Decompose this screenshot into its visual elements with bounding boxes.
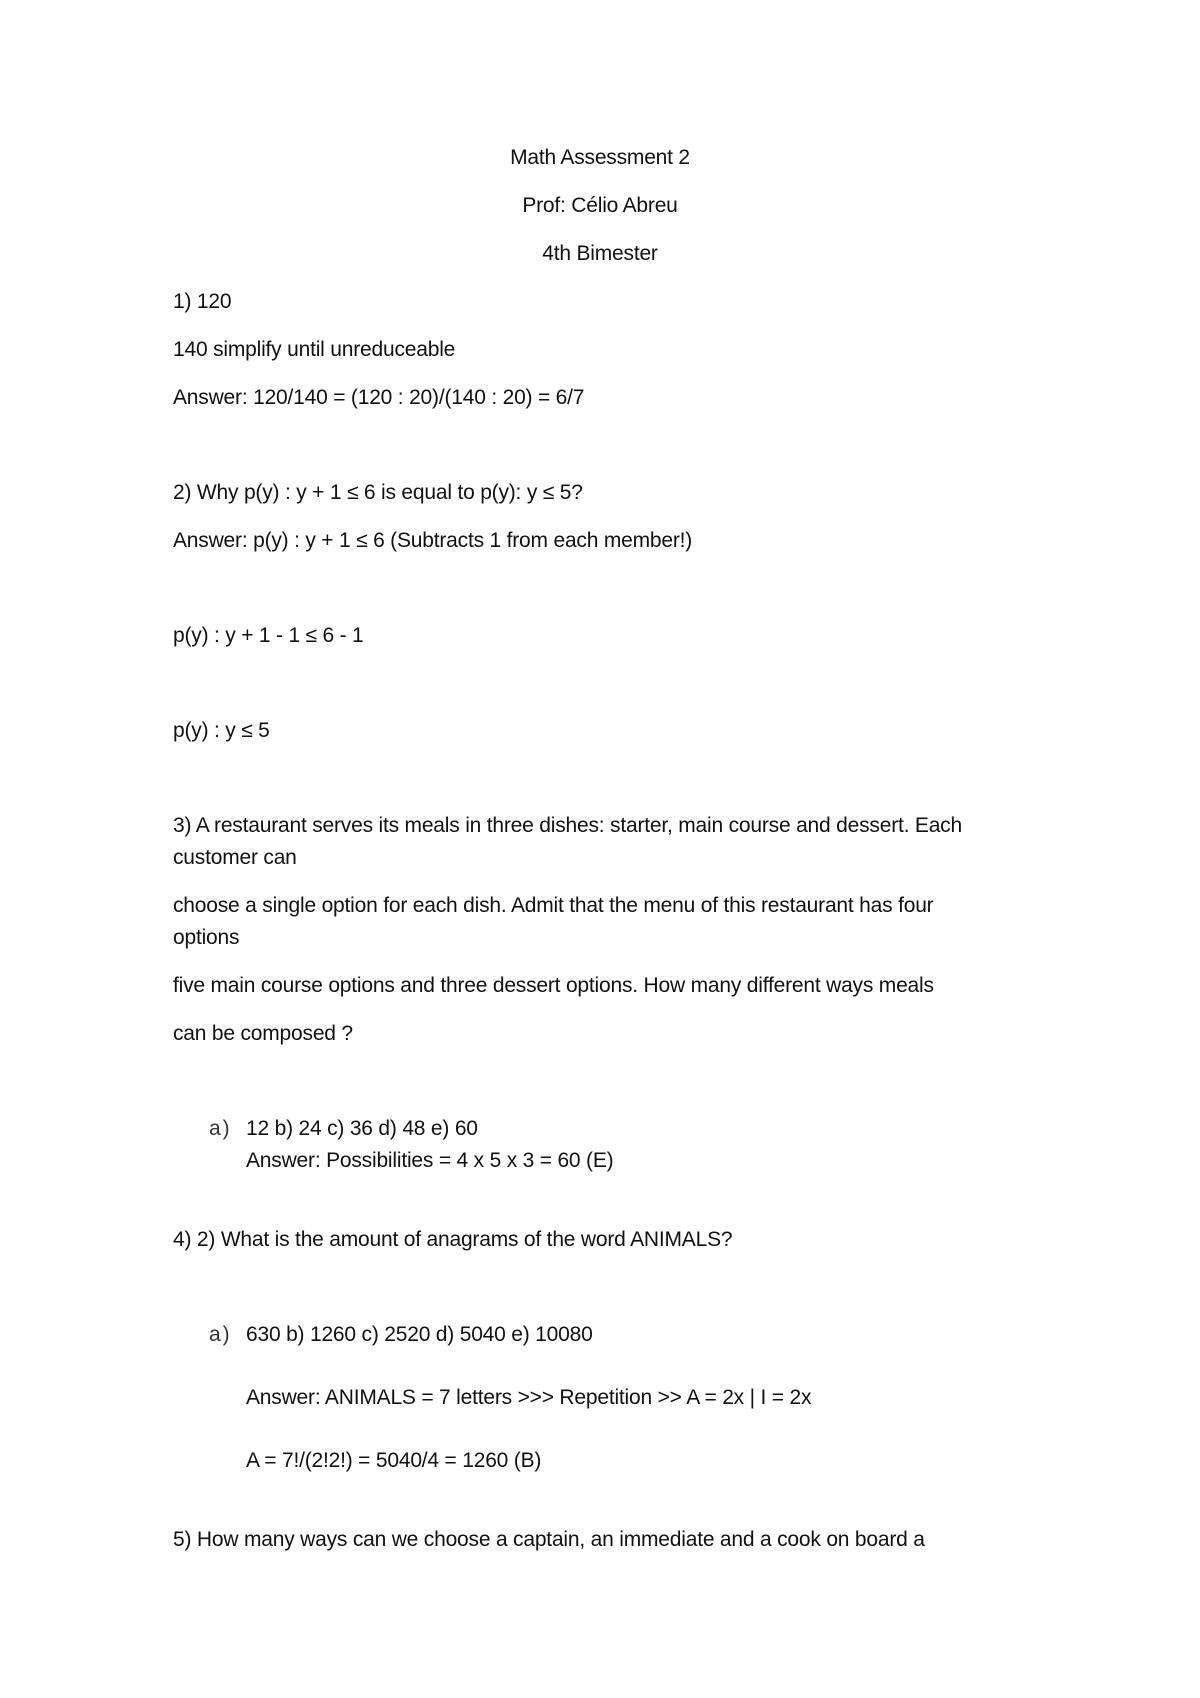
q3-answer: Answer: Possibilities = 4 x 5 x 3 = 60 (E) [246, 1149, 614, 1172]
q4-formula: A = 7!/(2!2!) = 5040/4 = 1260 (B) [246, 1449, 542, 1472]
q3-options: 12 b) 24 c) 36 d) 48 e) 60 [246, 1117, 478, 1140]
q5-question: 5) How many ways can we choose a captain, an immediate and a cook on board a [173, 1528, 925, 1551]
q3-line-1: 3) A restaurant serves its meals in three dishes: starter, main course and dessert. Each [173, 814, 962, 837]
q3-line-3: choose a single option for each dish. Admit that the menu of this restaurant has four [173, 894, 934, 917]
q3-line-5: five main course options and three dessert options. How many different ways meals [173, 974, 934, 997]
q2-step-1: p(y) : y + 1 - 1 ≤ 6 - 1 [173, 624, 364, 647]
q4-question: 4) 2) What is the amount of anagrams of the word ANIMALS? [173, 1228, 733, 1251]
document-title: Math Assessment 2 [510, 146, 690, 169]
professor-name: Prof: Célio Abreu [522, 194, 678, 217]
q3-line-6: can be composed ? [173, 1022, 353, 1045]
q4-list-marker: a) [209, 1323, 232, 1346]
q3-list-marker: a) [209, 1117, 232, 1140]
q1-line-1: 1) 120 [173, 290, 232, 313]
q2-step-2: p(y) : y ≤ 5 [173, 719, 270, 742]
term-label: 4th Bimester [542, 242, 658, 265]
q3-line-2: customer can [173, 846, 297, 869]
q1-line-2: 140 simplify until unreduceable [173, 338, 456, 361]
q1-answer: Answer: 120/140 = (120 : 20)/(140 : 20) = 6/7 [173, 386, 585, 409]
q2-answer: Answer: p(y) : y + 1 ≤ 6 (Subtracts 1 from each member!) [173, 529, 693, 552]
q2-question: 2) Why p(y) : y + 1 ≤ 6 is equal to p(y): y ≤ 5? [173, 481, 583, 504]
q4-answer: Answer: ANIMALS = 7 letters >>> Repetition >> A = 2x | I = 2x [246, 1386, 812, 1409]
q3-line-4: options [173, 926, 240, 949]
q4-options: 630 b) 1260 c) 2520 d) 5040 e) 10080 [246, 1323, 593, 1346]
